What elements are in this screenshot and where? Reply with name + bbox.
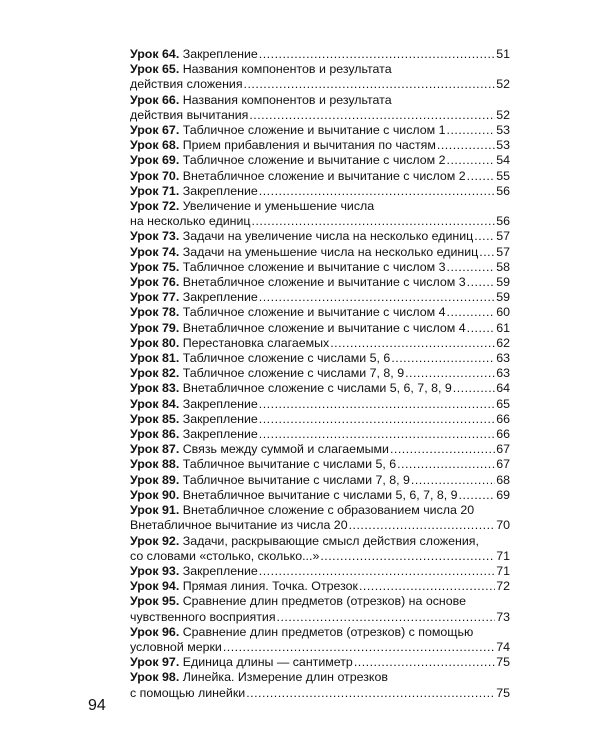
toc-entry [130,503,510,533]
toc-line [130,184,510,199]
lesson-title: Внетабличное сложение и вычитание с числом 2 [182,168,466,183]
toc-entry [130,473,510,488]
toc-entry [130,153,510,168]
dot-leader [252,214,496,229]
lesson-title: Сравнение длин предметов (отрезков) на основе [182,594,466,609]
page-number: 94 [88,697,106,714]
lesson-number: Урок 87 [130,442,176,457]
lesson-label: Урок 84. [130,396,180,411]
lesson-title: Закрепление [182,563,258,578]
lesson-title: Внетабличное вычитание с числами 5, 6, 7, 8, 9 [182,487,458,502]
lesson-title: Увеличение и уменьшение числа [182,199,375,214]
dot-leader [390,442,495,457]
toc-line [130,62,510,77]
toc-line [130,47,510,62]
dot-leader [437,138,495,153]
lesson-number: Урок 74 [130,244,176,259]
toc-line [130,457,510,472]
toc-entry [130,457,510,472]
lesson-title: Линейка. Измерение длин отрезков [182,670,388,685]
toc-entry [130,427,510,442]
dot-leader [223,640,495,655]
toc-entry [130,199,510,229]
lesson-title: Табличное сложение и вычитание с числом 3 [182,259,446,274]
page-ref: 75 [496,655,510,670]
dot-leader [246,686,495,701]
toc-line [130,260,510,275]
lesson-label: Урок 92. [130,533,180,548]
lesson-title-continued: действия сложения [130,77,243,92]
lesson-label: Урок 77. [130,290,180,305]
lesson-title: Названия компонентов и результата [182,92,392,107]
toc-line [130,670,510,685]
toc-line [130,305,510,320]
lesson-number: Урок 70 [130,168,176,183]
lesson-title-continued: чувственного восприятия [130,609,276,624]
page-ref: 66 [496,411,510,426]
lesson-number: Урок 84 [130,396,176,411]
dot-leader [259,427,495,442]
lesson-number: Урок 68 [130,138,176,153]
lesson-number: Урок 67 [130,123,176,138]
lesson-title: Задачи на увеличение числа на несколько единиц [182,229,474,244]
lesson-number: Урок 77 [130,290,176,305]
toc-entry [130,321,510,336]
lesson-label: Урок 69. [130,153,180,168]
page-ref: 72 [496,579,510,594]
toc-entry [130,625,510,655]
toc-entry [130,305,510,320]
toc-entry [130,290,510,305]
page-ref: 69 [496,487,510,502]
toc-line [130,610,510,625]
dot-leader [259,397,495,412]
lesson-label: Урок 89. [130,472,180,487]
toc-line [130,549,510,564]
toc-line [130,686,510,701]
lesson-number: Урок 69 [130,153,176,168]
toc-line [130,153,510,168]
lesson-number: Урок 81 [130,351,176,366]
toc-line [130,77,510,92]
page-ref: 67 [496,457,510,472]
page-ref: 62 [496,335,510,350]
toc-entry [130,381,510,396]
toc-line [130,199,510,214]
lesson-title: Связь между суммой и слагаемыми [182,442,389,457]
toc-entry [130,93,510,123]
lesson-title: Закрепление [182,290,258,305]
toc-line [130,245,510,260]
dot-leader [467,321,496,336]
dot-leader [453,381,495,396]
lesson-title-continued: действия вычитания [130,107,249,122]
dot-leader [277,610,496,625]
lesson-label: Урок 82. [130,366,180,381]
lesson-title: Названия компонентов и результата [182,62,392,77]
toc-line [130,214,510,229]
toc-line [130,108,510,123]
lesson-number: Урок 79 [130,320,176,335]
page-ref: 52 [496,107,510,122]
page-ref: 59 [496,290,510,305]
lesson-label: Урок 66. [130,92,180,107]
page-ref: 60 [496,305,510,320]
lesson-number: Урок 66 [130,92,176,107]
toc-entry [130,366,510,381]
toc-line [130,640,510,655]
page-ref: 53 [496,123,510,138]
lesson-number: Урок 86 [130,427,176,442]
dot-leader [259,290,495,305]
page-ref: 56 [496,183,510,198]
dot-leader [244,77,496,92]
toc-line [130,473,510,488]
dot-leader [259,564,495,579]
toc-entry [130,442,510,457]
lesson-label: Урок 98. [130,670,180,685]
toc-line [130,123,510,138]
toc-line [130,518,510,533]
toc-line [130,488,510,503]
lesson-title-continued: условной мерки [130,639,222,654]
lesson-label: Урок 95. [130,594,180,609]
lesson-title: Внетабличное сложение с числами 5, 6, 7, 8, 9 [182,381,452,396]
lesson-title: Табличное сложение и вычитание с числом 4 [182,305,446,320]
dot-leader [447,305,496,320]
dot-leader [391,351,495,366]
lesson-number: Урок 73 [130,229,176,244]
lesson-title: Задачи, раскрывающие смысл действия сложения, [182,533,479,548]
toc-line [130,412,510,427]
lesson-title-continued: с помощью линейки [130,685,246,700]
lesson-label: Урок 65. [130,62,180,77]
lesson-title: Закрепление [182,396,258,411]
dot-leader [259,412,495,427]
toc-entry [130,412,510,427]
toc-entry [130,655,510,670]
page-ref: 64 [496,381,510,396]
dot-leader [359,579,495,594]
toc-entry [130,564,510,579]
lesson-number: Урок 72 [130,199,176,214]
toc-entry [130,245,510,260]
toc-line [130,275,510,290]
toc-entry [130,138,510,153]
toc-line [130,381,510,396]
lesson-label: Урок 72. [130,199,180,214]
lesson-number: Урок 97 [130,655,176,670]
dot-leader [405,366,495,381]
lesson-number: Урок 83 [130,381,176,396]
lesson-number: Урок 93 [130,563,176,578]
toc-line [130,229,510,244]
toc-entry [130,47,510,62]
lesson-label: Урок 74. [130,244,180,259]
page-ref: 71 [496,548,510,563]
lesson-label: Урок 83. [130,381,180,396]
lesson-number: Урок 80 [130,335,176,350]
dot-leader [467,169,496,184]
lesson-label: Урок 67. [130,123,180,138]
lesson-title: Перестановка слагаемых [182,335,330,350]
dot-leader [259,47,495,62]
page-ref: 73 [496,609,510,624]
dot-leader [447,123,496,138]
dot-leader [479,245,495,260]
lesson-title: Внетабличное сложение с образованием числа 20 [182,503,475,518]
lesson-title: Прямая линия. Точка. Отрезок [182,579,358,594]
lesson-label: Урок 88. [130,457,180,472]
lesson-label: Урок 96. [130,624,180,639]
lesson-title: Единица длины — сантиметр [182,655,353,670]
toc-line [130,655,510,670]
toc-entry [130,670,510,700]
page-ref: 58 [496,259,510,274]
page-ref: 61 [496,320,510,335]
dot-leader [447,153,496,168]
lesson-number: Урок 91 [130,503,176,518]
toc-entry [130,594,510,624]
toc-entry [130,534,510,564]
lesson-number: Урок 90 [130,487,176,502]
toc-line [130,564,510,579]
lesson-title-continued: со словами «столько, сколько...» [130,548,320,563]
lesson-label: Урок 97. [130,655,180,670]
lesson-number: Урок 64 [130,47,176,61]
dot-leader [320,549,495,564]
lesson-number: Урок 78 [130,305,176,320]
table-of-contents [130,47,510,701]
lesson-number: Урок 71 [130,183,176,198]
page-ref: 56 [496,214,510,229]
toc-line [130,336,510,351]
lesson-label: Урок 64. [130,47,180,61]
toc-entry [130,275,510,290]
dot-leader [259,184,495,199]
lesson-label: Урок 75. [130,259,180,274]
lesson-label: Урок 91. [130,503,180,518]
page-ref: 65 [496,396,510,411]
lesson-label: Урок 81. [130,351,180,366]
lesson-number: Урок 96 [130,624,176,639]
page-ref: 57 [496,244,510,259]
lesson-label: Урок 93. [130,563,180,578]
lesson-title: Табличное вычитание с числами 7, 8, 9 [182,472,410,487]
lesson-number: Урок 82 [130,366,176,381]
lesson-number: Урок 92 [130,533,176,548]
page-ref: 68 [496,472,510,487]
lesson-label: Урок 86. [130,427,180,442]
dot-leader [249,108,495,123]
toc-line [130,138,510,153]
lesson-title: Табличное сложение с числами 5, 6 [182,351,391,366]
lesson-label: Урок 94. [130,579,180,594]
dot-leader [467,275,496,290]
page-ref: 63 [496,351,510,366]
lesson-label: Урок 71. [130,183,180,198]
page-ref: 55 [496,168,510,183]
dot-leader [459,488,496,503]
toc-line [130,625,510,640]
page-ref: 51 [496,47,510,61]
lesson-label: Урок 68. [130,138,180,153]
toc-entry [130,397,510,412]
toc-line [130,169,510,184]
lesson-number: Урок 94 [130,579,176,594]
page-ref: 75 [496,685,510,700]
lesson-title: Закрепление [182,183,258,198]
lesson-label: Урок 80. [130,335,180,350]
lesson-label: Урок 87. [130,442,180,457]
lesson-title-continued: Внетабличное вычитание из числа 20 [130,518,348,533]
toc-line [130,397,510,412]
toc-entry [130,351,510,366]
toc-line [130,534,510,549]
lesson-number: Урок 88 [130,457,176,472]
lesson-title: Закрепление [182,427,258,442]
toc-line [130,93,510,108]
lesson-number: Урок 76 [130,275,176,290]
lesson-title: Внетабличное сложение и вычитание с числом 4 [182,320,466,335]
page-ref: 70 [496,518,510,533]
lesson-label: Урок 79. [130,320,180,335]
toc-line [130,366,510,381]
toc-line [130,290,510,305]
page-ref: 66 [496,427,510,442]
lesson-number: Урок 85 [130,411,176,426]
toc-entry [130,123,510,138]
page-ref: 59 [496,275,510,290]
page-ref: 71 [496,563,510,578]
lesson-number: Урок 65 [130,62,176,77]
lesson-label: Урок 70. [130,168,180,183]
lesson-title: Закрепление [182,411,258,426]
lesson-number: Урок 89 [130,472,176,487]
lesson-number: Урок 95 [130,594,176,609]
toc-entry [130,260,510,275]
dot-leader [354,655,495,670]
page-ref: 53 [496,138,510,153]
dot-leader [474,229,495,244]
page-ref: 63 [496,366,510,381]
dot-leader [397,457,495,472]
toc-entry [130,336,510,351]
dot-leader [330,336,495,351]
toc-line [130,442,510,457]
toc-line [130,351,510,366]
page-ref: 52 [496,77,510,92]
page-ref: 57 [496,229,510,244]
lesson-number: Урок 98 [130,670,176,685]
toc-entry [130,184,510,199]
dot-leader [411,473,495,488]
lesson-title: Закрепление [182,47,258,61]
toc-entry [130,62,510,92]
dot-leader [447,260,496,275]
toc-line [130,321,510,336]
page-ref: 67 [496,442,510,457]
toc-line [130,427,510,442]
lesson-title: Табличное сложение и вычитание с числом 1 [182,123,446,138]
dot-leader [349,518,496,533]
toc-line [130,594,510,609]
lesson-number: Урок 75 [130,259,176,274]
lesson-label: Урок 73. [130,229,180,244]
lesson-title: Прием прибавления и вычитания по частям [182,138,436,153]
lesson-title-continued: на несколько единиц [130,214,251,229]
lesson-title: Задачи на уменьшение числа на несколько единиц [182,244,479,259]
lesson-title: Сравнение длин предметов (отрезков) с помощью [182,624,474,639]
toc-entry [130,488,510,503]
lesson-title: Табличное сложение с числами 7, 8, 9 [182,366,405,381]
toc-line [130,503,510,518]
page-ref: 54 [496,153,510,168]
toc-line [130,579,510,594]
toc-entry [130,229,510,244]
lesson-title: Табличное сложение и вычитание с числом 2 [182,153,446,168]
lesson-title: Внетабличное сложение и вычитание с числом 3 [182,275,466,290]
lesson-label: Урок 76. [130,275,180,290]
lesson-label: Урок 78. [130,305,180,320]
lesson-label: Урок 90. [130,487,180,502]
lesson-title: Табличное вычитание с числами 5, 6 [182,457,397,472]
toc-entry [130,169,510,184]
page-ref: 74 [496,639,510,654]
lesson-label: Урок 85. [130,411,180,426]
toc-entry [130,579,510,594]
